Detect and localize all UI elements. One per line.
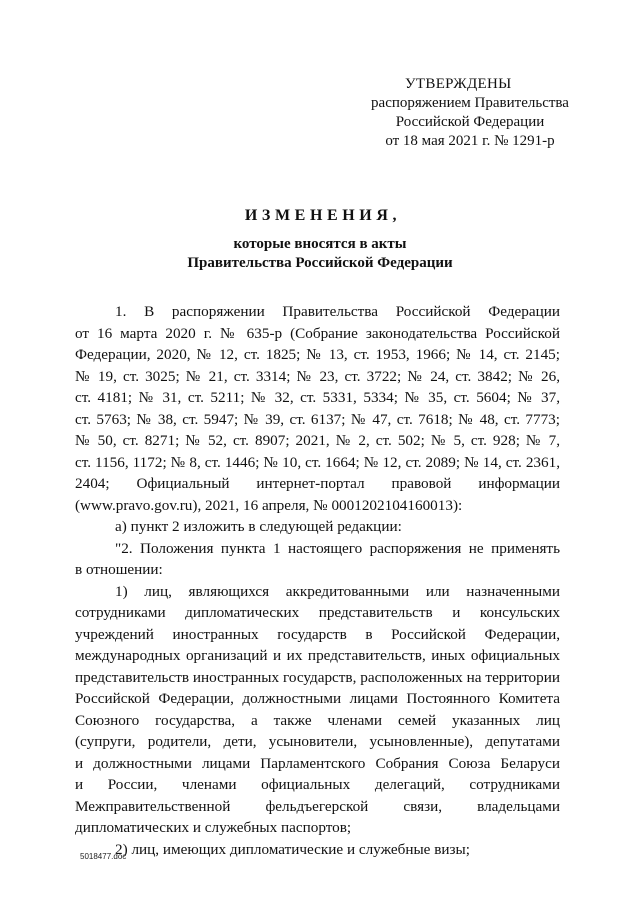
- item-1-line: от 16 марта 2020 г. № 635-р (Собрание законодательства Российской: [75, 324, 560, 342]
- item-1-line: 2404; Официальный интернет-портал правовой информации: [75, 475, 560, 492]
- title-main: ИЗМЕНЕНИЯ,: [244, 207, 402, 224]
- subitem-2-line: 2) лиц, имеющих дипломатические и служебные визы;: [115, 840, 470, 858]
- subitem-1-line: представительств иностранных государств, расположенных на территории: [75, 668, 560, 686]
- subitem-1-line: учреждений иностранных государств в Российской Федерации,: [75, 625, 560, 643]
- subitem-1-line: Межправительственной фельдъегерской связи, владельцами: [75, 797, 560, 815]
- subitem-1-line: дипломатических и служебных паспортов;: [75, 819, 352, 836]
- footer-file-code: 5018477.doc: [80, 852, 127, 861]
- title-sub-2: Правительства Российской Федерации: [187, 255, 453, 271]
- item-1-line: 1. В распоряжении Правительства Российской Федерации: [115, 303, 560, 320]
- item-1-line: № 19, ст. 3025; № 21, ст. 3314; № 23, ст. 3722; № 24, ст. 3842; № 26,: [75, 367, 560, 385]
- quote-paragraph: [75, 538, 560, 581]
- item-1-line: № 50, ст. 8271; № 52, ст. 8907; 2021, № 2, ст. 502; № 5, ст. 928; № 7,: [75, 432, 560, 449]
- approval-block: [360, 75, 580, 151]
- subitem-1-line: сотрудниками дипломатических представительств и консульских: [75, 604, 560, 621]
- subitem-1-line: 1) лиц, являющихся аккредитованными или назначенными: [115, 582, 560, 600]
- approval-heading: УТВЕРЖДЕНЫ: [405, 76, 512, 92]
- item-1-line: ст. 4181; № 31, ст. 5211; № 32, ст. 5331, 5334; № 35, ст. 5604; № 37,: [75, 389, 560, 406]
- item-a-line: а) пункт 2 изложить в следующей редакции:: [115, 518, 402, 535]
- approval-line-1: распоряжением Правительства: [371, 95, 569, 111]
- approval-line-2: Российской Федерации: [395, 114, 545, 130]
- document-title: [0, 206, 640, 273]
- approval-line-3: от 18 мая 2021 г. № 1291-р: [385, 133, 555, 149]
- item-1-line: ст. 1156, 1172; № 8, ст. 1446; № 10, ст. 1664; № 12, ст. 2089; № 14, ст. 2361,: [75, 453, 560, 471]
- document-body: [75, 301, 560, 860]
- title-sub-1: которые вносятся в акты: [233, 236, 407, 252]
- subitem-1-paragraph: [75, 581, 560, 839]
- item-1-paragraph: [75, 301, 560, 516]
- subitem-1-line: и должностными лицами Парламентского Собрания Союза Беларуси: [75, 754, 560, 772]
- subitem-1-line: Российской Федерации, должностными лицами Постоянного Комитета: [75, 690, 560, 707]
- item-1-line: Федерации, 2020, № 12, ст. 1825; № 13, ст. 1953, 1966; № 14, ст. 2145;: [75, 346, 560, 363]
- item-1-line: (www.pravo.gov.ru), 2021, 16 апреля, № 0001202104160013):: [75, 496, 463, 514]
- subitem-1-line: и России, членами официальных делегаций, сотрудниками: [75, 776, 560, 793]
- subitem-1-line: Союзного государства, а также членами семей указанных лиц: [75, 711, 560, 729]
- item-1-line: ст. 5763; № 38, ст. 5947; № 39, ст. 6137; № 47, ст. 7618; № 48, ст. 7773;: [75, 410, 560, 428]
- quote-line: в отношении:: [75, 561, 163, 578]
- subitem-1-line: международных организаций и их представительств, иных официальных: [75, 647, 560, 664]
- subitem-1-line: (супруги, родители, дети, усыновители, усыновленные), депутатами: [75, 733, 560, 750]
- quote-line: "2. Положения пункта 1 настоящего распоряжения не применять: [115, 539, 560, 557]
